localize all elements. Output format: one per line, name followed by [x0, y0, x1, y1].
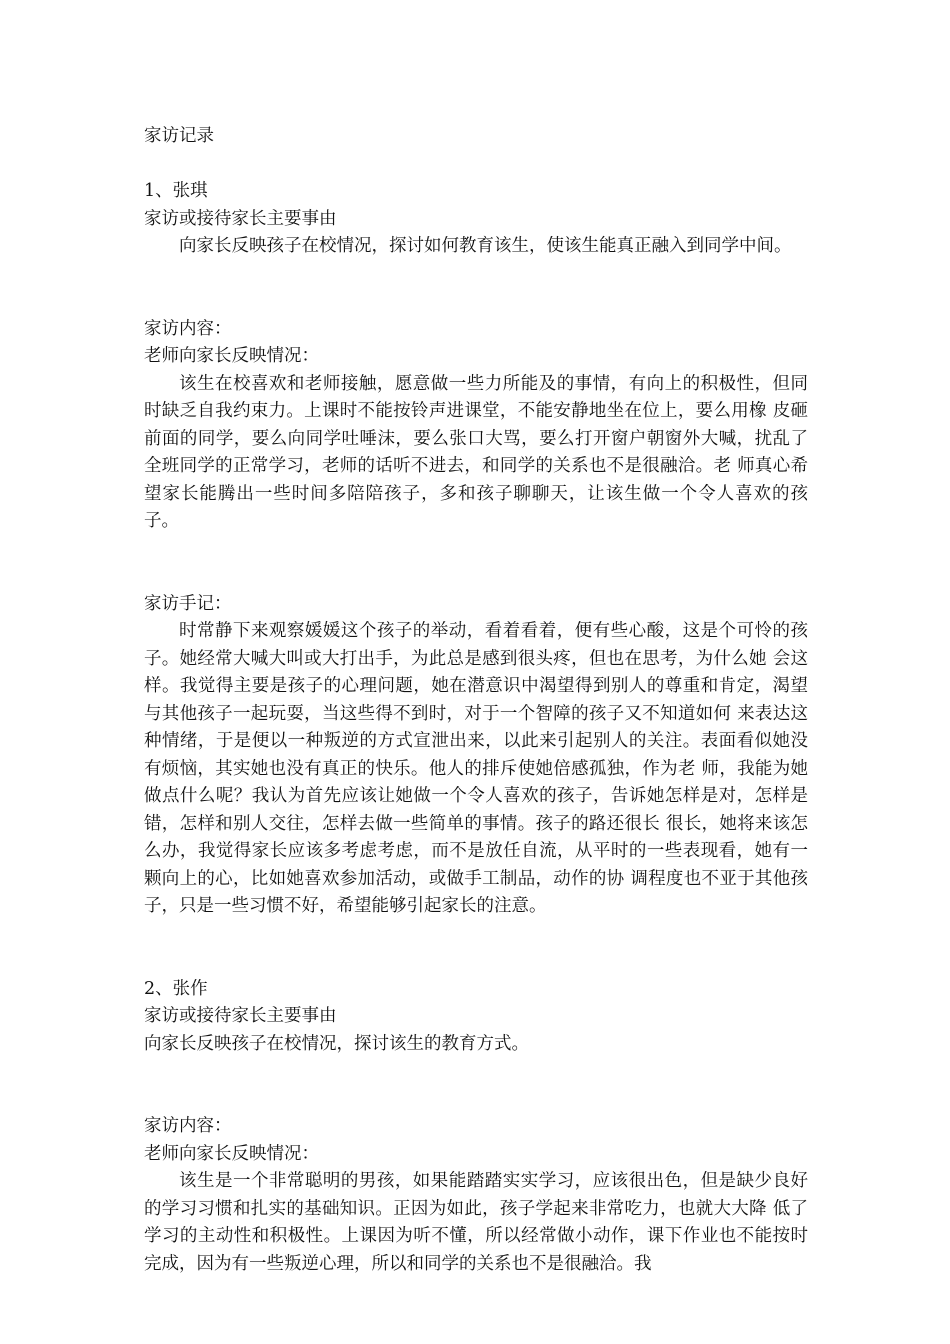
content-label: 家访内容： [144, 1116, 232, 1136]
notes-label: 家访手记： [144, 593, 232, 614]
student-record-2 [144, 976, 808, 1279]
teacher-label: 老师向家长反映情况： [144, 346, 319, 366]
student-record-1 [144, 178, 808, 921]
content-label: 家访内容： [144, 318, 232, 339]
reason-text: 向家长反映孩子在校情况，探讨该生的教育方式。 [144, 1033, 529, 1054]
notes-text: 时常静下来观察媛媛这个孩子的举动，看着看着，便有些心酸，这是个可怜的孩子。她经常大喊大叫或大打出手，为此总是感到很头疼，但也在思考，为什么她 会这样。我觉得主要是孩子的心理问题，她在潜意识中渴望得到别人的尊重和肯定，渴望与其他孩子一起玩耍，当这些得不到时，对于一个智障的孩子又不知道如何 来表达这种情绪，于是便以一种叛逆的方式宣泄出来，以此来引起别人的关注。表面看似她没有烦恼，其实她也没有真正的快乐。他人的排斥使她倍感孤独，作为老 师，我能为她做点什么呢？我认为首先应该让她做一个令人喜欢的孩子，告诉她怎样是对，怎样是错，怎样和别人交往，怎样去做一些简单的事情。孩子的路还很长 很长，她将来该怎么办，我觉得家长应该多考虑考虑，而不是放任自流，从平时的一些表现看，她有一颗向上的心，比如她喜欢参加活动，或做手工制品，动作的协 调程度也不亚于其他孩子，只是一些习惯不好，希望能够引起家长的注意。 [144, 621, 808, 916]
spacer [144, 1058, 808, 1113]
reason-text: 向家长反映孩子在校情况，探讨如何教育该生，使该生能真正融入到同学中间。 [179, 236, 792, 256]
document-title: 家访记录 [144, 126, 214, 146]
spacer [144, 921, 808, 976]
spacer [144, 151, 808, 179]
student-heading: 1、张琪 [144, 181, 208, 201]
teacher-text: 该生在校喜欢和老师接触，愿意做一些力所能及的事情，有向上的积极性，但同时缺乏自我约束力。上课时不能按铃声进课堂，不能安静地坐在位上，要么用橡 皮砸前面的同学，要么向同学吐唾沫，要么张口大骂，要么打开窗户朝窗外大喊，扰乱了全班同学的正常学习，老师的话听不进去，和同学的关系也不是很融洽。老 师真心希望家长能腾出一些时间多陪陪孩子，多和孩子聊聊天，让该生做一个令人喜欢的孩子。 [144, 373, 808, 531]
teacher-label: 老师向家长反映情况： [144, 1143, 319, 1164]
spacer [144, 536, 808, 591]
spacer [144, 261, 808, 316]
student-heading: 2、张作 [144, 978, 208, 999]
document-page [144, 123, 808, 1278]
reason-label: 家访或接待家长主要事由 [144, 1006, 337, 1026]
teacher-text: 该生是一个非常聪明的男孩，如果能踏踏实实学习，应该很出色，但是缺少良好的学习习惯和扎实的基础知识。正因为如此，孩子学起来非常吃力，也就大大降 低了学习的主动性和积极性。上课因为听不懂，所以经常做小动作，课下作业也不能按时完成，因为有一些叛逆心理，所以和同学的关系也不是很融洽。我 [144, 1171, 808, 1274]
reason-label: 家访或接待家长主要事由 [144, 208, 337, 229]
